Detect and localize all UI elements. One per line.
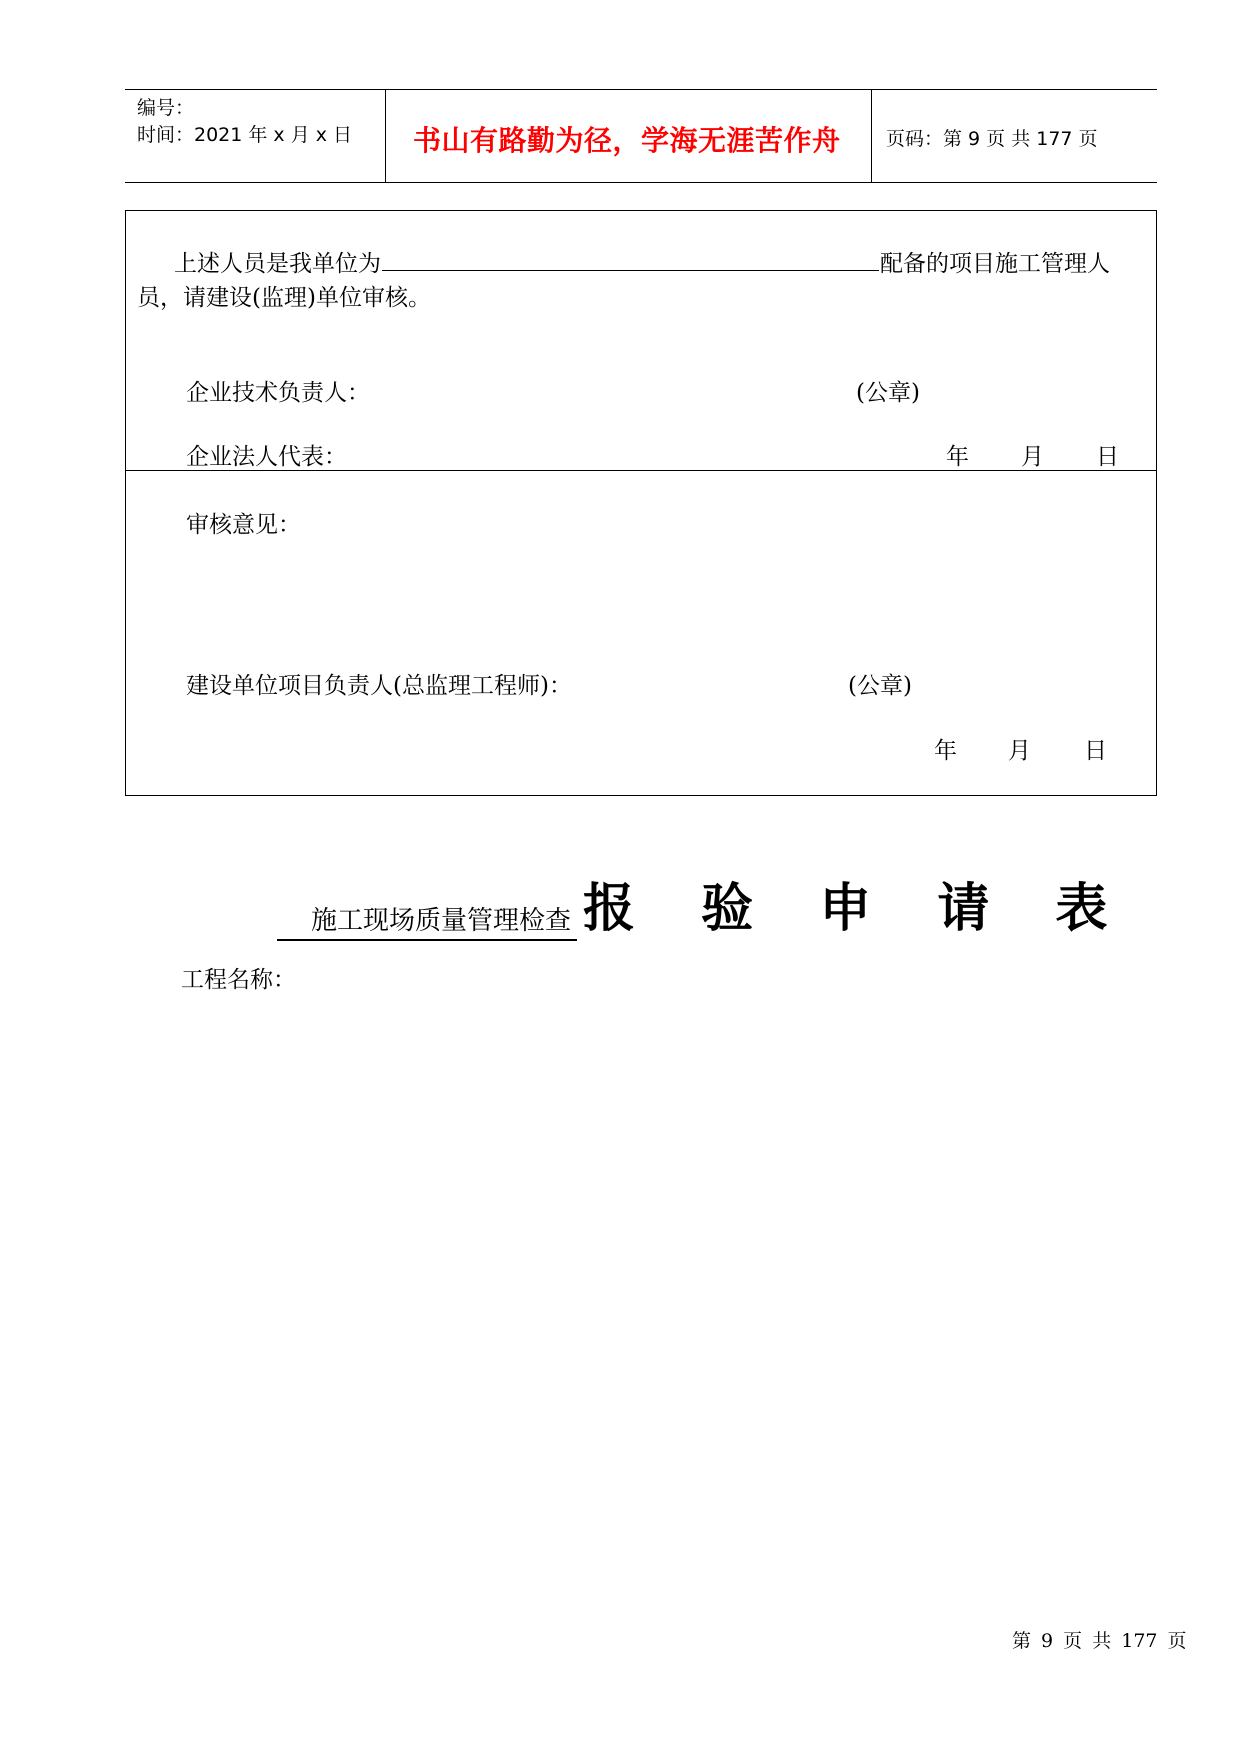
header-time-label: 时间：2021 年 x 月 x 日 <box>137 124 353 146</box>
form-title <box>277 866 1131 941</box>
statement-pre: 上述人员是我单位为 <box>174 251 381 277</box>
header-code-label: 编号： <box>137 97 195 119</box>
seal-label-1: (公章) <box>856 380 920 406</box>
owner-lead-label: 建设单位项目负责人(总监理工程师)： <box>186 673 572 699</box>
form-table <box>125 210 1157 796</box>
form-subtitle: 施工现场质量管理检查 <box>277 900 577 941</box>
date-month-2: 月 <box>1008 738 1031 764</box>
form-main-title: 报 验 申 请 表 <box>583 879 1132 939</box>
tech-lead-label: 企业技术负责人： <box>186 380 370 406</box>
header-page-info: 页码：第 9 页 共 177 页 <box>886 128 1098 150</box>
legal-rep-label: 企业法人代表： <box>186 444 347 470</box>
seal-label-2: (公章) <box>848 673 912 699</box>
header-bottom-rule <box>125 182 1157 183</box>
header-top-rule <box>125 89 1157 90</box>
statement-line-2: 员，请建设(监理)单位审核。 <box>137 285 431 311</box>
footer-page-number: 第 9 页 共 177 页 <box>1012 1630 1187 1652</box>
date-month-1: 月 <box>1021 444 1044 470</box>
date-year-1: 年 <box>946 444 969 470</box>
date-day-1: 日 <box>1096 444 1119 470</box>
date-year-2: 年 <box>934 738 957 764</box>
header-motto: 书山有路勤为径，学海无涯苦作舟 <box>413 124 841 157</box>
unit-blank-field[interactable] <box>382 248 879 271</box>
date-day-2: 日 <box>1084 738 1107 764</box>
project-name-label: 工程名称： <box>181 967 296 993</box>
header-divider-right <box>871 89 872 182</box>
header-divider-left <box>385 89 386 182</box>
statement-line-1 <box>174 245 1110 278</box>
statement-post: 配备的项目施工管理人 <box>880 251 1110 277</box>
review-opinion-label: 审核意见： <box>186 512 301 538</box>
table-row-divider <box>126 470 1156 471</box>
